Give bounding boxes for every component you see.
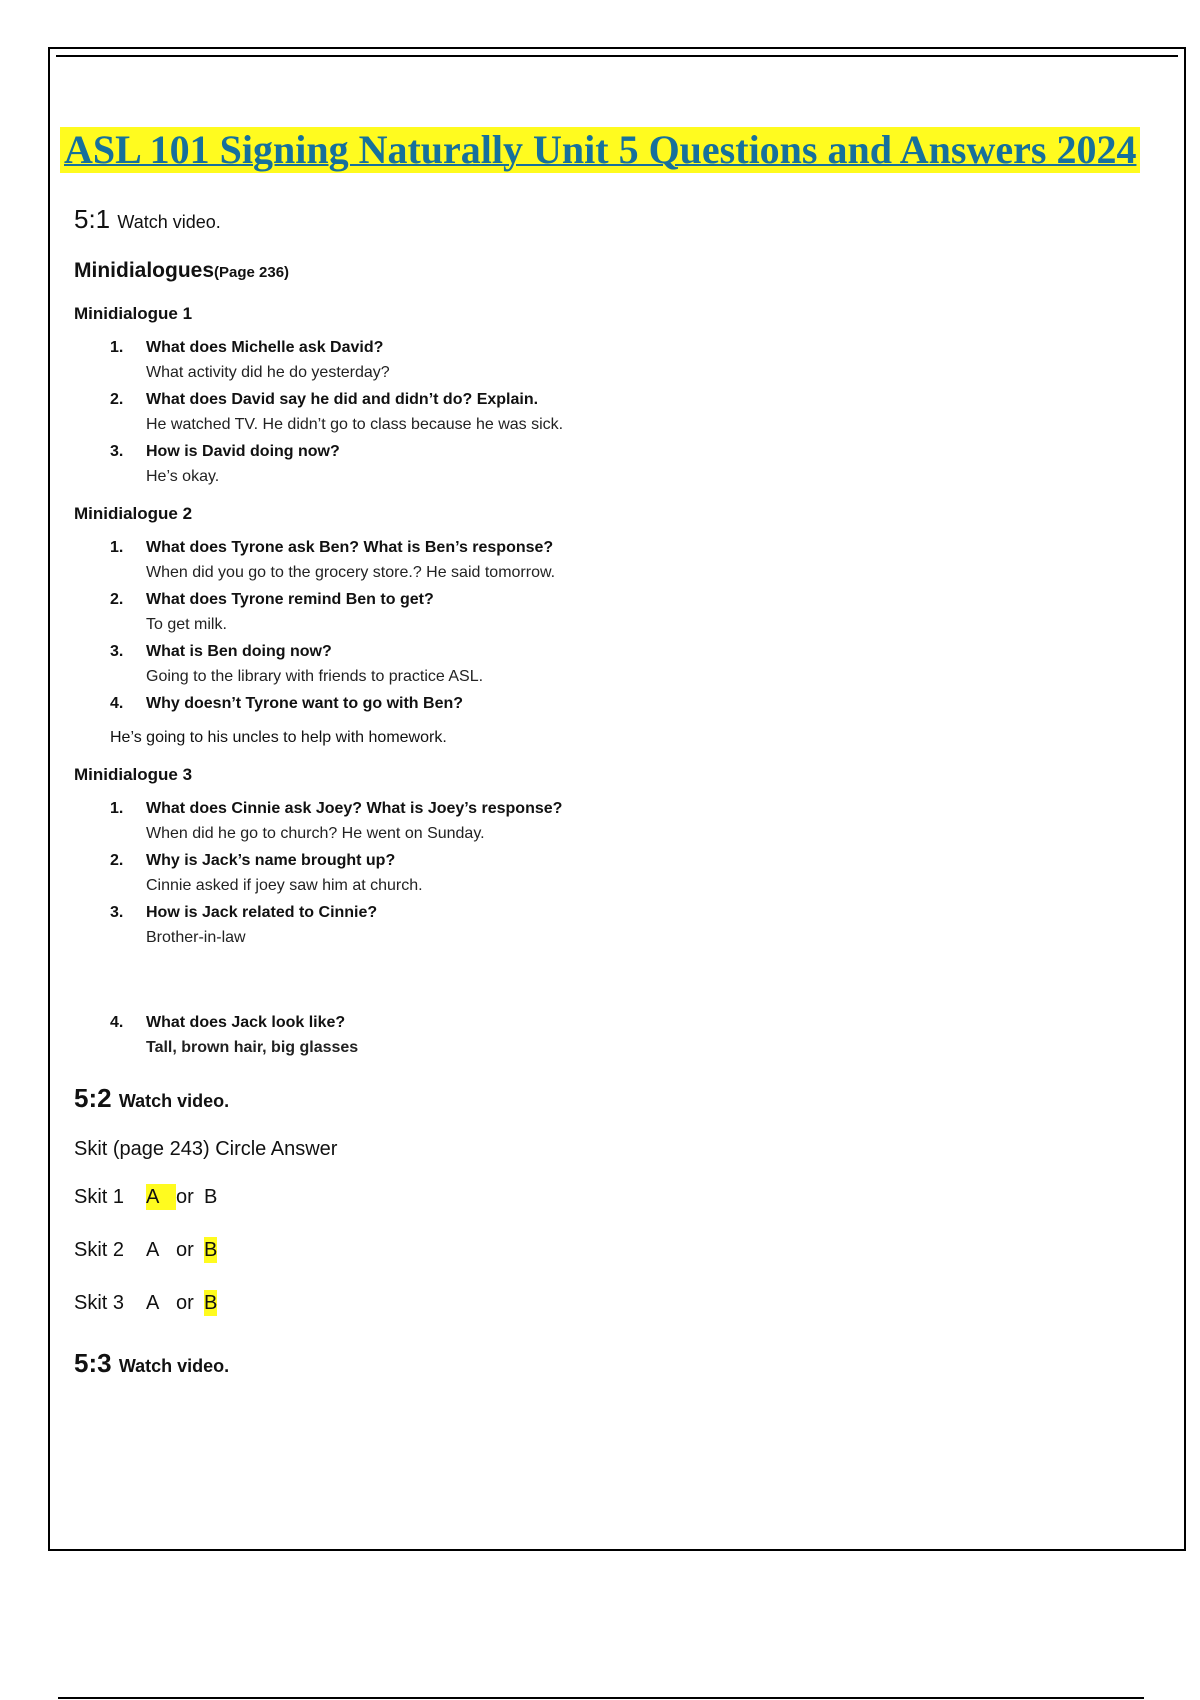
or-text: or [176, 1292, 194, 1314]
answer-text: Brother-in-law [146, 929, 246, 946]
section-5-2-heading [74, 1078, 1154, 1118]
skit-label: Skit 2 [74, 1239, 125, 1261]
section-number: 5:2 [74, 1083, 112, 1113]
minidialogue-1-questions [74, 335, 1154, 489]
question-item [74, 335, 1154, 385]
question-text: What does Cinnie ask Joey? What is Joey’s response? [146, 800, 563, 817]
minidialogues-label: Minidialogues [74, 259, 215, 282]
question-number: 2. [110, 391, 124, 408]
skit-row [74, 1237, 1154, 1263]
question-number: 3. [110, 443, 124, 460]
minidialogue-3-q4 [74, 1010, 1154, 1060]
minidialogues-heading [74, 253, 1154, 289]
question-number: 1. [110, 539, 124, 556]
minidialogue-2-heading: Minidialogue 2 [74, 504, 193, 523]
minidialogue-1-heading: Minidialogue 1 [74, 304, 193, 323]
or-text: or [176, 1239, 194, 1261]
question-text: Why doesn’t Tyrone want to go with Ben? [146, 695, 464, 712]
answer-text: Cinnie asked if joey saw him at church. [146, 877, 423, 894]
question-number: 3. [110, 643, 124, 660]
minidialogue-3-question-4 [74, 1010, 1154, 1060]
minidialogue-3-heading: Minidialogue 3 [74, 765, 193, 784]
section-instruction: Watch video. [118, 1091, 230, 1111]
question-item [74, 691, 1154, 716]
minidialogue-2-questions [74, 535, 1154, 716]
answer-text: He’s okay. [146, 468, 220, 485]
section-number: 5:1 [74, 204, 111, 234]
section-instruction: Watch video. [118, 1356, 230, 1376]
question-item [74, 587, 1154, 637]
skit-row [74, 1290, 1154, 1316]
option-b: B [204, 1292, 218, 1314]
option-a: A [146, 1239, 160, 1261]
section-5-3-heading [74, 1343, 1154, 1383]
question-text: Why is Jack’s name brought up? [146, 852, 396, 869]
question-text: How is Jack related to Cinnie? [146, 904, 378, 921]
answer-text: Going to the library with friends to practice ASL. [146, 668, 484, 685]
question-number: 2. [110, 852, 124, 869]
minidialogues-page-ref: (Page 236) [214, 264, 290, 281]
or-text: or [176, 1186, 194, 1208]
question-text: What does Jack look like? [146, 1014, 346, 1031]
question-item [74, 439, 1154, 489]
question-text: What does Tyrone remind Ben to get? [146, 591, 434, 608]
skit-label: Skit 1 [74, 1186, 125, 1208]
question-text: What does Tyrone ask Ben? What is Ben’s response? [146, 539, 554, 556]
skit-row [74, 1184, 1154, 1210]
answer-text: He watched TV. He didn’t go to class because he was sick. [146, 416, 564, 433]
question-number: 2. [110, 591, 124, 608]
question-number: 1. [110, 800, 124, 817]
bottom-rule [58, 1697, 1144, 1699]
page-frame [48, 47, 1186, 1551]
question-number: 4. [110, 1014, 124, 1031]
section-instruction: Watch video. [117, 212, 221, 232]
answer-text: To get milk. [146, 616, 227, 633]
question-text: What does Michelle ask David? [146, 339, 384, 356]
answer-text: When did he go to church? He went on Sunday. [146, 825, 485, 842]
question-text: What does David say he did and didn’t do? Explain. [146, 391, 539, 408]
question-text: How is David doing now? [146, 443, 340, 460]
section-5-1-heading [74, 199, 1154, 239]
question-item [74, 848, 1154, 898]
answer-text: Tall, brown hair, big glasses [146, 1039, 359, 1056]
document-content [74, 199, 1154, 1383]
question-number: 3. [110, 904, 124, 921]
question-text: What is Ben doing now? [146, 643, 332, 660]
option-b: B [204, 1239, 218, 1261]
question-item [74, 387, 1154, 437]
document-title: ASL 101 Signing Naturally Unit 5 Questions and Answers 2024 [60, 127, 1140, 173]
question-number: 4. [110, 695, 124, 712]
question-item [74, 900, 1154, 950]
answer-text: He’s going to his uncles to help with homework. [110, 729, 447, 746]
section-number: 5:3 [74, 1348, 112, 1378]
question-item [74, 535, 1154, 585]
option-b: B [204, 1186, 218, 1208]
question-item [74, 639, 1154, 689]
skit-label: Skit 3 [74, 1292, 125, 1314]
option-a: A [146, 1184, 176, 1210]
answer-text: When did you go to the grocery store.? He said tomorrow. [146, 564, 556, 581]
top-rule [56, 55, 1178, 57]
minidialogue-3-questions [74, 796, 1154, 950]
question-item [74, 1010, 1154, 1060]
option-a: A [146, 1292, 160, 1314]
skit-heading: Skit (page 243) Circle Answer [74, 1138, 338, 1160]
answer-text: What activity did he do yesterday? [146, 364, 390, 381]
question-item [74, 796, 1154, 846]
question-number: 1. [110, 339, 124, 356]
